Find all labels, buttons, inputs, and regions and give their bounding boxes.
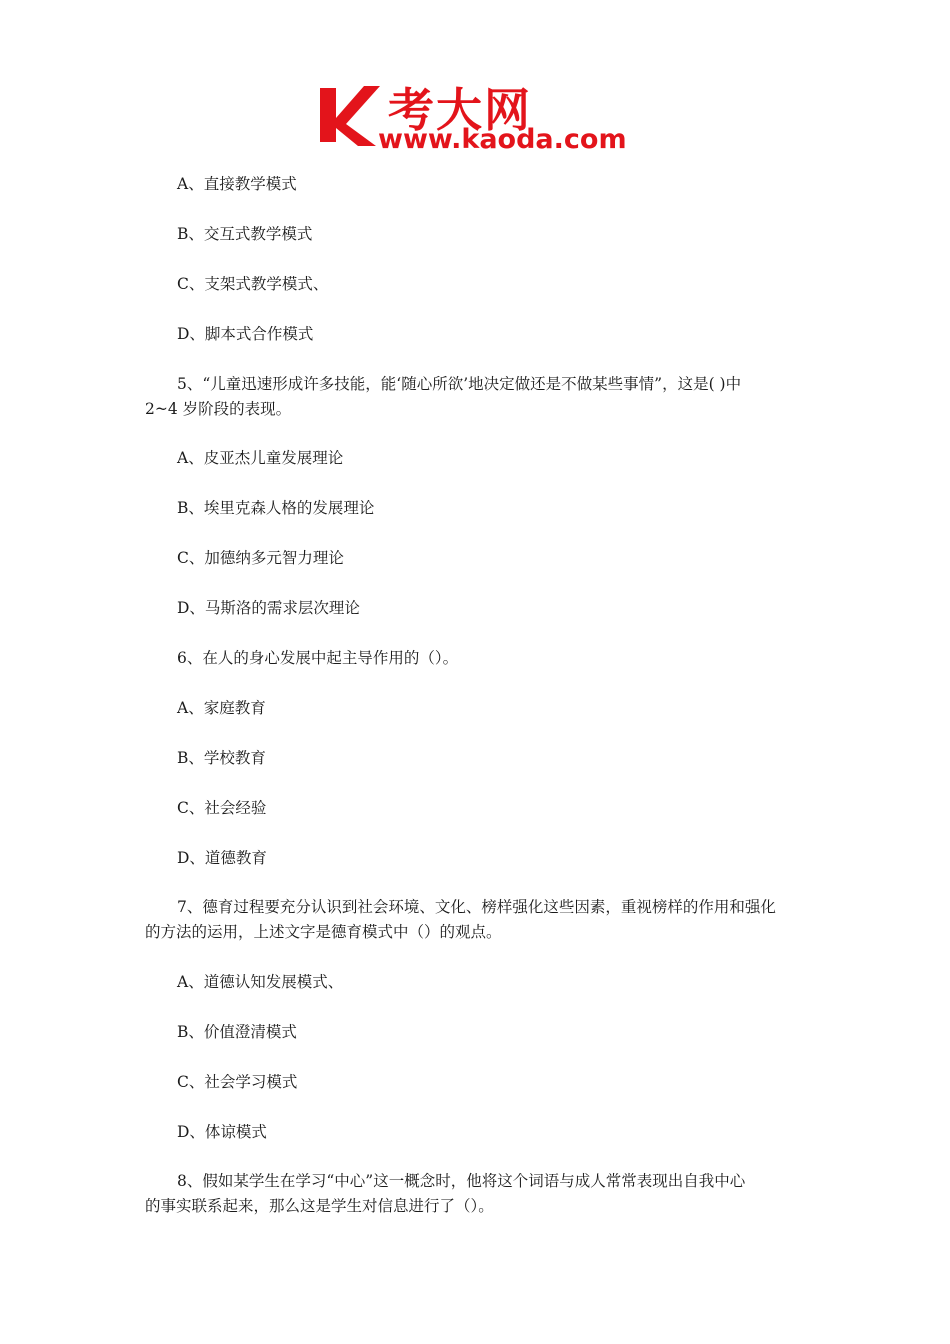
q4-option-d: D、脚本式合作模式: [177, 325, 314, 343]
logo-k-mark: [318, 80, 380, 150]
kaoda-logo: [318, 80, 638, 162]
q6-option-b: B、学校教育: [177, 749, 266, 767]
q7-stem: [145, 895, 810, 945]
q5-option-b: B、埃里克森人格的发展理论: [177, 499, 375, 517]
q5-option-c: C、加德纳多元智力理论: [177, 549, 344, 567]
q8-stem-line2: 的事实联系起来，那么这是学生对信息进行了（）。: [145, 1197, 494, 1215]
q5-stem: [145, 372, 810, 422]
q7-option-b: B、价值澄清模式: [177, 1023, 297, 1041]
q7-option-a: A、道德认知发展模式、: [177, 973, 344, 991]
q5-option-d: D、马斯洛的需求层次理论: [177, 599, 360, 617]
q4-option-c: C、支架式教学模式、: [177, 275, 329, 293]
q5-option-a: A、皮亚杰儿童发展理论: [177, 449, 344, 467]
q6-option-d: D、道德教育: [177, 849, 267, 867]
q4-option-b: B、交互式教学模式: [177, 225, 313, 243]
q6-option-a: A、家庭教育: [177, 699, 266, 717]
q6-stem: 6、在人的身心发展中起主导作用的（）。: [177, 649, 459, 667]
q4-option-a: A、直接教学模式: [177, 175, 297, 193]
q7-option-c: C、社会学习模式: [177, 1073, 298, 1091]
q8-stem-line1: 8、假如某学生在学习“中心”这一概念时，他将这个词语与成人常常表现出自我中心: [177, 1172, 746, 1190]
q7-stem-line2: 的方法的运用，上述文字是德育模式中（）的观点。: [145, 923, 502, 941]
q6-option-c: C、社会经验: [177, 799, 267, 817]
logo-chinese-text: 考大网: [388, 83, 532, 137]
q8-stem: [145, 1169, 810, 1219]
q7-option-d: D、体谅模式: [177, 1123, 267, 1141]
q5-stem-line1: 5、“儿童迅速形成许多技能，能‘随心所欲’地决定做还是不做某些事情”，这是( )中: [177, 375, 742, 393]
q7-stem-line1: 7、德育过程要充分认识到社会环境、文化、榜样强化这些因素，重视榜样的作用和强化: [177, 898, 776, 916]
q5-stem-line2: 2~4 岁阶段的表现。: [145, 400, 292, 418]
logo-url-text: www.kaoda.com: [378, 124, 627, 155]
